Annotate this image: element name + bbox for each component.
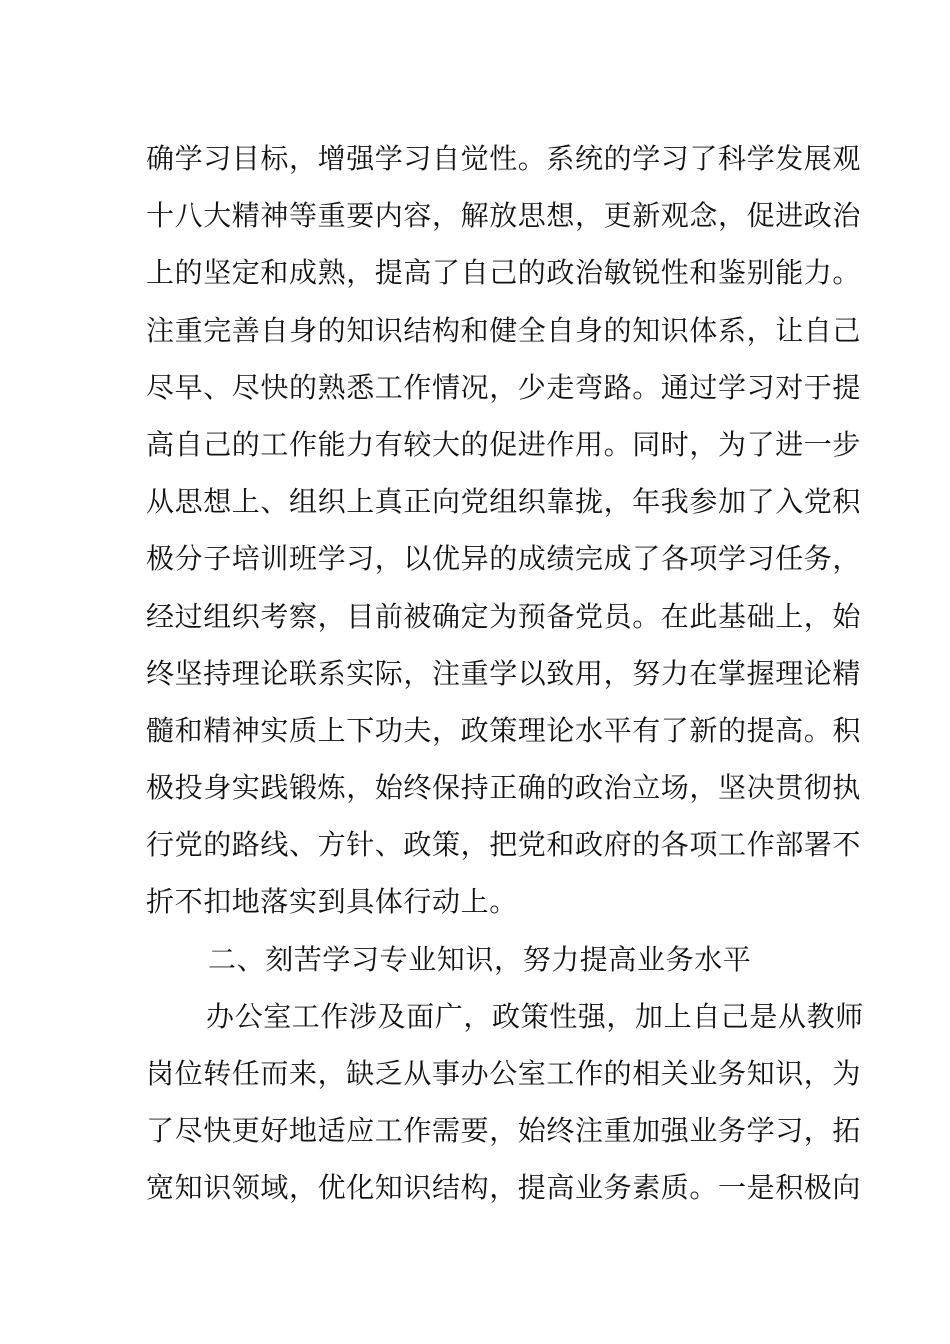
text-line: 注重完善自身的知识结构和健全自身的知识体系，让自己 <box>146 313 862 347</box>
section-heading: 二、刻苦学习专业知识，努力提高业务水平 <box>208 942 752 976</box>
text-line: 十八大精神等重要内容，解放思想，更新观念，促进政治 <box>146 199 862 233</box>
text-line: 折不扣地落实到具体行动上。 <box>146 885 518 919</box>
text-line: 行党的路线、方针、政策，把党和政府的各项工作部署不 <box>146 828 862 862</box>
text-line: 岗位转任而来，缺乏从事办公室工作的相关业务知识，为 <box>146 1057 862 1090</box>
body-text <box>146 130 864 1217</box>
text-line: 髓和精神实质上下功夫，政策理论水平有了新的提高。积 <box>146 713 862 747</box>
text-line: 上的坚定和成熟，提高了自己的政治敏锐性和鉴别能力。 <box>146 256 862 290</box>
text-line: 从思想上、组织上真正向党组织靠拢，年我参加了入党积 <box>146 485 862 519</box>
text-line: 了尽快更好地适应工作需要，始终注重加强业务学习，拓 <box>146 1114 862 1148</box>
text-line: 极投身实践锻炼，始终保持正确的政治立场，坚决贯彻执 <box>146 771 862 805</box>
text-line: 高自己的工作能力有较大的促进作用。同时，为了进一步 <box>146 427 862 461</box>
text-line: 尽早、尽快的熟悉工作情况，少走弯路。通过学习对于提 <box>146 370 862 404</box>
text-line: 办公室工作涉及面广，政策性强，加上自己是从教师 <box>206 999 864 1033</box>
text-line: 终坚持理论联系实际，注重学以致用，努力在掌握理论精 <box>146 656 862 690</box>
text-line: 经过组织考察，目前被确定为预备党员。在此基础上，始 <box>146 599 862 633</box>
text-line: 宽知识领域，优化知识结构，提高业务素质。一是积极向 <box>146 1171 862 1205</box>
text-line: 极分子培训班学习，以优异的成绩完成了各项学习任务， <box>146 542 862 576</box>
text-line: 确学习目标，增强学习自觉性。系统的学习了科学发展观 <box>146 142 862 175</box>
